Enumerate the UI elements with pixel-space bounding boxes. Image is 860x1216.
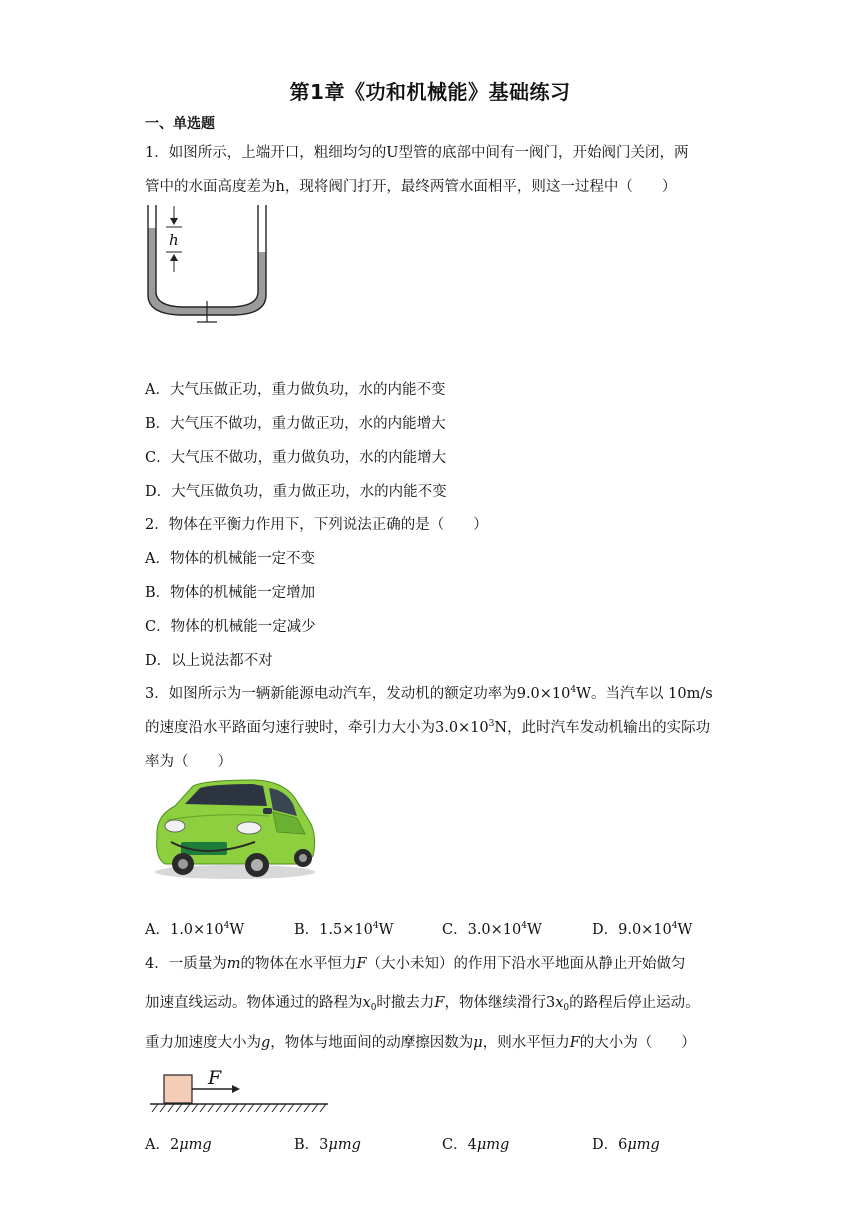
q1-stem-line1: 1．如图所示，上端开口，粗细均匀的U型管的底部中间有一阀门，开始阀门关闭，两 <box>145 145 689 161</box>
q4-stem-line2: 加速直线运动。物体通过的路程为$x_0$时撤去力F，物体继续滑行$3x_0$的路程后停止运动。 <box>145 995 700 1013</box>
q4-stem-line3: 重力加速度大小为g，物体与地面间的动摩擦因数为μ，则水平恒力F的大小为（ ） <box>145 1035 696 1051</box>
force-label: F <box>208 1067 222 1089</box>
q1-option-d: D．大气压做负功，重力做正功，水的内能不变 <box>145 484 447 500</box>
q3-stem-line2: 的速度沿水平路面匀速行驶时，牵引力大小为$3.0\times 10^3N$，此时汽车发动机输出的实际功 <box>145 719 711 736</box>
q1-option-b: B．大气压不做功，重力做正功，水的内能增大 <box>145 416 446 432</box>
q3-option-b: B．$1.5\times 10^4W$ <box>294 921 394 938</box>
block-force-figure <box>148 1062 333 1117</box>
q1-option-c: C．大气压不做功，重力做负功，水的内能增大 <box>145 450 447 466</box>
electric-car-image <box>145 776 320 881</box>
h-label: h <box>169 231 179 249</box>
q3-option-d: D．$9.0\times 10^4W$ <box>592 921 693 938</box>
q2-option-a: A．物体的机械能一定不变 <box>145 551 315 567</box>
q3-stem-line3: 率为（ ） <box>145 754 232 770</box>
q4-option-a: A．2μmg <box>145 1137 212 1153</box>
q1-stem-line2: 管中的水面高度差为h，现将阀门打开，最终两管水面相平，则这一过程中（ ） <box>145 179 677 195</box>
u-tube-figure <box>140 200 290 335</box>
q1-option-a: A．大气压做正功，重力做负功，水的内能不变 <box>145 382 446 398</box>
q4-stem-line1: 4．一质量为m的物体在水平恒力F（大小未知）的作用下沿水平地面从静止开始做匀 <box>145 956 686 972</box>
q2-stem: 2．物体在平衡力作用下，下列说法正确的是（ ） <box>145 517 488 533</box>
q4-option-b: B．3μmg <box>294 1137 361 1153</box>
q4-option-d: D．6μmg <box>592 1137 660 1153</box>
q3-option-a: A．$1.0\times 10^4W$ <box>145 921 245 938</box>
q2-option-c: C．物体的机械能一定减少 <box>145 619 316 635</box>
section-heading: 一、单选题 <box>145 116 215 132</box>
q3-stem-line1: 3．如图所示为一辆新能源电动汽车，发动机的额定功率为$9.0\times 10^4W$。当汽车以 10m/s <box>145 685 713 702</box>
q4-option-c: C．4μmg <box>442 1137 510 1153</box>
document-title: 第1章《功和机械能》基础练习 <box>289 80 571 104</box>
q2-option-d: D．以上说法都不对 <box>145 653 273 669</box>
q2-option-b: B．物体的机械能一定增加 <box>145 585 316 601</box>
q3-option-c: C．$3.0\times 10^4W$ <box>442 921 542 938</box>
